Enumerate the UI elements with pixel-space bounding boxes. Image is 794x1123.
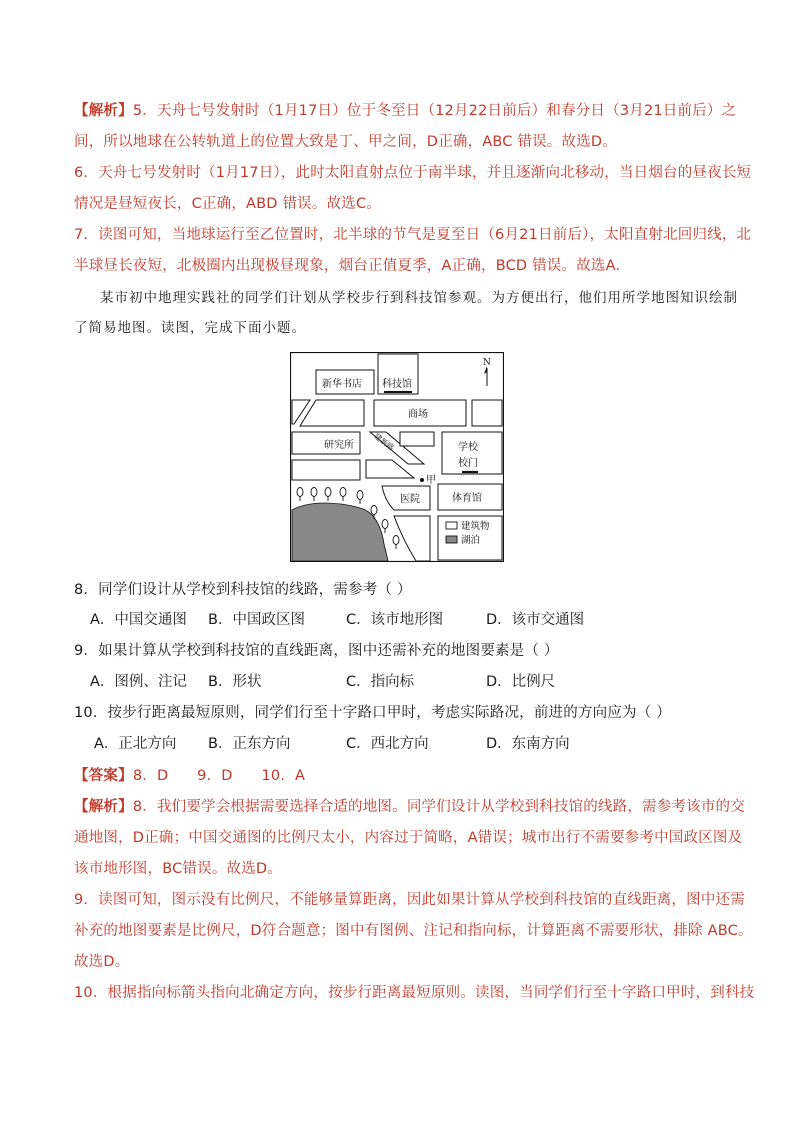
- question-8-stem: 8．同学们设计从学校到科技馆的线路，需参考（ ）: [74, 582, 412, 598]
- q9-option-b: B．形状: [208, 674, 262, 690]
- mall-label: 商场: [408, 409, 428, 420]
- answer-text: 8．D 9．D 10．A: [132, 768, 306, 784]
- analysis-line-6: 半球昼长夜短，北极圈内出现极昼现象，烟台正值夏季，A正确，BCD 错误。故选A.: [74, 258, 621, 274]
- analysis-line-3: 6．天舟七号发射时（1月17日），此时太阳直射点位于南半球，并且逐渐向北移动，当日烟台的昼夜长短: [74, 165, 752, 181]
- analysis2-text: 8．我们要学会根据需要选择合适的地图。同学们设计从学校到科技馆的线路，需参考该市的交: [132, 799, 745, 815]
- q9-option-a: A．图例、注记: [90, 674, 187, 690]
- legend-lake: 湖泊: [461, 535, 481, 546]
- jia-label: 甲: [426, 475, 436, 486]
- q10-option-b: B．正东方向: [208, 736, 291, 752]
- q10-option-c: C．西北方向: [346, 736, 429, 752]
- q8-option-c: C．该市地形图: [346, 612, 444, 628]
- road-label: 建新路: [372, 431, 396, 453]
- gym-label: 体育馆: [452, 493, 482, 504]
- analysis-line-2: 间，所以地球在公转轨道上的位置大致是丁、甲之间，D正确，ABC 错误。故选D。: [74, 134, 617, 150]
- school-label: 学校: [458, 442, 478, 453]
- museum-label: 科技馆: [382, 379, 412, 390]
- q9-option-d: D．比例尺: [486, 674, 556, 690]
- school-gate-label: 校门: [458, 458, 478, 469]
- legend-building: 建筑物: [461, 521, 490, 532]
- analysis2-line-2: 通地图，D正确；中国交通图的比例尺太小，内容过于简略，A错误；城市出行不需要参考中国政区图及: [74, 830, 743, 846]
- analysis2-line-4: 9．读图可知，图示没有比例尺，不能够量算距离，因此如果计算从学校到科技馆的直线距离，图中还需: [74, 892, 745, 908]
- intersection-jia: [420, 478, 424, 482]
- svg-text:N: N: [483, 358, 491, 368]
- q8-option-b: B．中国政区图: [208, 612, 305, 628]
- analysis-tag: 【解析】: [74, 103, 133, 119]
- analysis2-line-7: 10．根据指向标箭头指向北确定方向，按步行距离最短原则。读图，当同学们行至十字路口甲时，到科技: [74, 985, 755, 1001]
- analysis-line-4: 情况是昼短夜长，C正确，ABD 错误。故选C。: [74, 196, 381, 212]
- intro-line-1: 某市初中地理实践社的同学们计划从学校步行到科技馆参观。为方便出行，他们用所学地图知识绘制: [100, 290, 738, 306]
- analysis2-tag: 【解析】: [74, 799, 133, 815]
- institute-label: 研究所: [324, 440, 354, 451]
- analysis2-line-5: 补充的地图要素是比例尺，D符合题意；图中有图例、注记和指向标，计算距离不需要形状，排除 ABC。: [74, 923, 753, 939]
- hospital-label: 医院: [400, 494, 420, 505]
- analysis2-line-3: 该市地形图，BC错误。故选D。: [74, 861, 282, 877]
- q10-option-d: D．东南方向: [486, 736, 570, 752]
- question-9-stem: 9．如果计算从学校到科技馆的直线距离，图中还需补充的地图要素是（ ）: [74, 643, 559, 659]
- analysis-line-1: [74, 101, 736, 121]
- analysis-text: 5．天舟七号发射时（1月17日）位于冬至日（12月22日前后）和春分日（3月21日前后）之: [132, 103, 737, 119]
- bookstore-label: 新华书店: [322, 379, 362, 390]
- answer-line: [74, 766, 305, 786]
- analysis-line-5: 7．读图可知，当地球运行至乙位置时，北半球的节气是夏至日（6月21日前后），太阳直射北回归线，北: [74, 227, 752, 243]
- city-map: [290, 352, 504, 562]
- q9-option-c: C．指向标: [346, 674, 415, 690]
- q8-option-d: D．该市交通图: [486, 612, 585, 628]
- intro-line-2: 了简易地图。读图，完成下面小题。: [74, 320, 306, 336]
- analysis2-line-1: [74, 797, 745, 817]
- analysis2-line-6: 故选D。: [74, 954, 130, 970]
- answer-tag: 【答案】: [74, 768, 133, 784]
- q8-option-a: A．中国交通图: [90, 612, 187, 628]
- q10-option-a: A．正北方向: [94, 736, 177, 752]
- question-10-stem: 10．按步行距离最短原则，同学们行至十字路口甲时，考虑实际路况，前进的方向应为（ ）: [74, 705, 671, 721]
